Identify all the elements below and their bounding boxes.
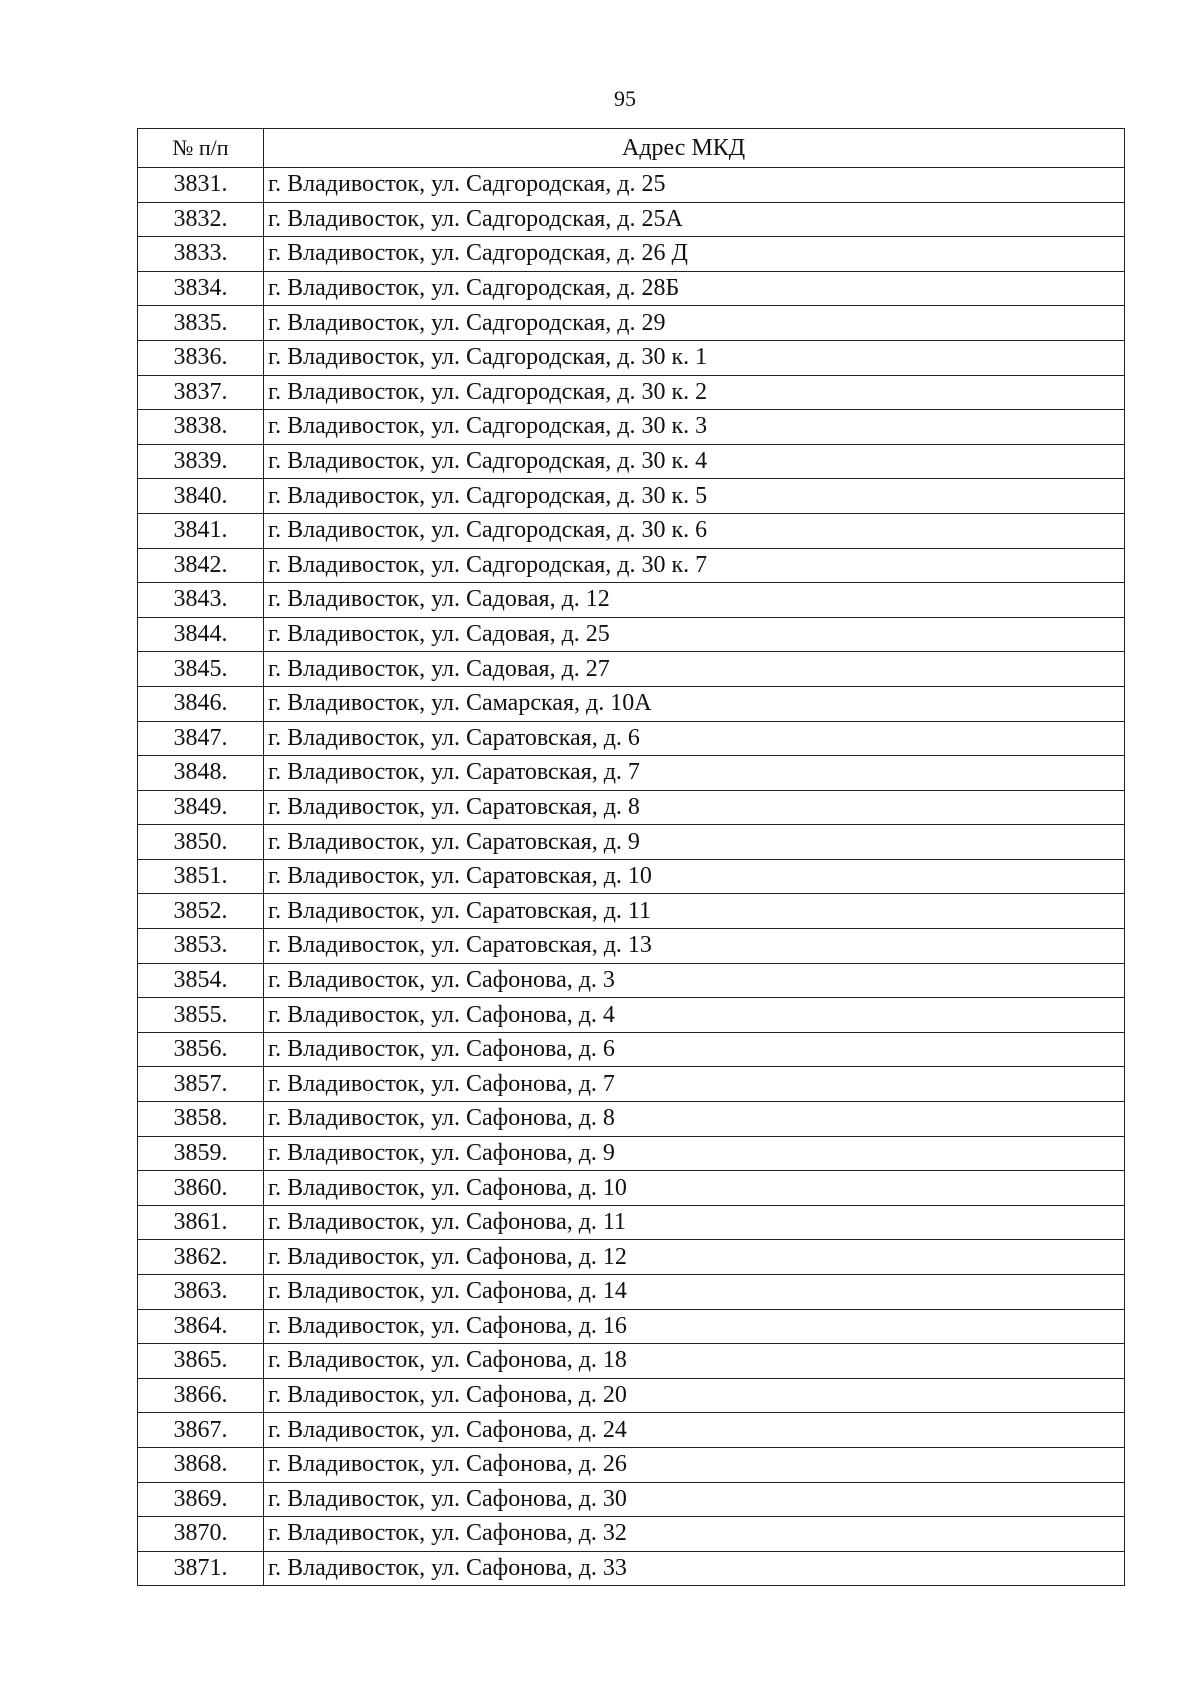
table-row	[138, 271, 1125, 306]
table-row	[138, 1482, 1125, 1517]
row-address: г. Владивосток, ул. Садгородская, д. 30 к. 1	[264, 340, 1125, 375]
table-row	[138, 1275, 1125, 1310]
row-address: г. Владивосток, ул. Сафонова, д. 14	[264, 1275, 1125, 1310]
table-row	[138, 168, 1125, 203]
row-number: 3839.	[138, 444, 264, 479]
row-number: 3842.	[138, 548, 264, 583]
row-number: 3865.	[138, 1344, 264, 1379]
row-address: г. Владивосток, ул. Сафонова, д. 30	[264, 1482, 1125, 1517]
table-row	[138, 237, 1125, 272]
row-address: г. Владивосток, ул. Сафонова, д. 33	[264, 1551, 1125, 1586]
row-address: г. Владивосток, ул. Сафонова, д. 9	[264, 1136, 1125, 1171]
row-address: г. Владивосток, ул. Садгородская, д. 25А	[264, 202, 1125, 237]
row-address: г. Владивосток, ул. Саратовская, д. 7	[264, 756, 1125, 791]
row-number: 3870.	[138, 1517, 264, 1552]
row-number: 3834.	[138, 271, 264, 306]
row-address: г. Владивосток, ул. Саратовская, д. 9	[264, 825, 1125, 860]
row-address: г. Владивосток, ул. Сафонова, д. 16	[264, 1309, 1125, 1344]
row-number: 3844.	[138, 617, 264, 652]
row-number: 3836.	[138, 340, 264, 375]
row-number: 3838.	[138, 410, 264, 445]
table-header-row	[138, 129, 1125, 168]
table-row	[138, 1205, 1125, 1240]
row-address: г. Владивосток, ул. Сафонова, д. 8	[264, 1102, 1125, 1137]
row-address: г. Владивосток, ул. Садгородская, д. 30 к. 4	[264, 444, 1125, 479]
row-number: 3859.	[138, 1136, 264, 1171]
row-address: г. Владивосток, ул. Сафонова, д. 24	[264, 1413, 1125, 1448]
table-row	[138, 548, 1125, 583]
table-row	[138, 1136, 1125, 1171]
row-number: 3864.	[138, 1309, 264, 1344]
table-row	[138, 1517, 1125, 1552]
row-address: г. Владивосток, ул. Сафонова, д. 3	[264, 963, 1125, 998]
table-row	[138, 1378, 1125, 1413]
header-address: Адрес МКД	[264, 129, 1125, 168]
row-address: г. Владивосток, ул. Саратовская, д. 10	[264, 859, 1125, 894]
row-number: 3840.	[138, 479, 264, 514]
table-row	[138, 1551, 1125, 1586]
row-address: г. Владивосток, ул. Сафонова, д. 20	[264, 1378, 1125, 1413]
row-number: 3853.	[138, 929, 264, 964]
row-number: 3846.	[138, 686, 264, 721]
table-row	[138, 686, 1125, 721]
row-number: 3860.	[138, 1171, 264, 1206]
row-number: 3832.	[138, 202, 264, 237]
row-number: 3868.	[138, 1447, 264, 1482]
row-address: г. Владивосток, ул. Садгородская, д. 26 Д	[264, 237, 1125, 272]
table-row	[138, 617, 1125, 652]
row-number: 3848.	[138, 756, 264, 791]
table-row	[138, 721, 1125, 756]
row-address: г. Владивосток, ул. Саратовская, д. 8	[264, 790, 1125, 825]
row-number: 3849.	[138, 790, 264, 825]
table-body	[138, 168, 1125, 1586]
table-row	[138, 1447, 1125, 1482]
row-number: 3843.	[138, 583, 264, 618]
table-row	[138, 444, 1125, 479]
table-row	[138, 306, 1125, 341]
row-number: 3871.	[138, 1551, 264, 1586]
row-address: г. Владивосток, ул. Садовая, д. 12	[264, 583, 1125, 618]
row-address: г. Владивосток, ул. Самарская, д. 10А	[264, 686, 1125, 721]
page-number: 95	[614, 86, 636, 111]
table-row	[138, 1171, 1125, 1206]
row-number: 3858.	[138, 1102, 264, 1137]
row-address: г. Владивосток, ул. Садгородская, д. 30 к. 3	[264, 410, 1125, 445]
table-row	[138, 1032, 1125, 1067]
row-address: г. Владивосток, ул. Сафонова, д. 6	[264, 1032, 1125, 1067]
row-number: 3837.	[138, 375, 264, 410]
table-row	[138, 375, 1125, 410]
table-row	[138, 1309, 1125, 1344]
row-number: 3863.	[138, 1275, 264, 1310]
row-number: 3845.	[138, 652, 264, 687]
table-row	[138, 1240, 1125, 1275]
address-table	[137, 128, 1125, 1586]
table-row	[138, 202, 1125, 237]
table-row	[138, 513, 1125, 548]
row-address: г. Владивосток, ул. Саратовская, д. 6	[264, 721, 1125, 756]
row-number: 3851.	[138, 859, 264, 894]
table-row	[138, 652, 1125, 687]
table-row	[138, 998, 1125, 1033]
row-address: г. Владивосток, ул. Сафонова, д. 18	[264, 1344, 1125, 1379]
row-number: 3841.	[138, 513, 264, 548]
row-address: г. Владивосток, ул. Сафонова, д. 7	[264, 1067, 1125, 1102]
table-row	[138, 583, 1125, 618]
row-number: 3867.	[138, 1413, 264, 1448]
row-number: 3869.	[138, 1482, 264, 1517]
table-row	[138, 479, 1125, 514]
table-row	[138, 929, 1125, 964]
table-row	[138, 410, 1125, 445]
table-row	[138, 825, 1125, 860]
row-address: г. Владивосток, ул. Сафонова, д. 4	[264, 998, 1125, 1033]
table-row	[138, 1067, 1125, 1102]
row-number: 3856.	[138, 1032, 264, 1067]
row-address: г. Владивосток, ул. Садовая, д. 25	[264, 617, 1125, 652]
table-row	[138, 894, 1125, 929]
table-row	[138, 963, 1125, 998]
row-number: 3850.	[138, 825, 264, 860]
row-address: г. Владивосток, ул. Саратовская, д. 11	[264, 894, 1125, 929]
row-number: 3866.	[138, 1378, 264, 1413]
row-address: г. Владивосток, ул. Сафонова, д. 32	[264, 1517, 1125, 1552]
row-address: г. Владивосток, ул. Садовая, д. 27	[264, 652, 1125, 687]
row-number: 3857.	[138, 1067, 264, 1102]
row-number: 3862.	[138, 1240, 264, 1275]
table-row	[138, 756, 1125, 791]
row-number: 3852.	[138, 894, 264, 929]
row-address: г. Владивосток, ул. Садгородская, д. 30 к. 5	[264, 479, 1125, 514]
row-number: 3847.	[138, 721, 264, 756]
row-number: 3831.	[138, 168, 264, 203]
row-address: г. Владивосток, ул. Садгородская, д. 29	[264, 306, 1125, 341]
table-row	[138, 790, 1125, 825]
row-address: г. Владивосток, ул. Садгородская, д. 30 к. 2	[264, 375, 1125, 410]
row-number: 3854.	[138, 963, 264, 998]
table-row	[138, 859, 1125, 894]
row-address: г. Владивосток, ул. Садгородская, д. 30 к. 6	[264, 513, 1125, 548]
row-number: 3833.	[138, 237, 264, 272]
row-address: г. Владивосток, ул. Сафонова, д. 11	[264, 1205, 1125, 1240]
row-address: г. Владивосток, ул. Сафонова, д. 12	[264, 1240, 1125, 1275]
row-address: г. Владивосток, ул. Сафонова, д. 10	[264, 1171, 1125, 1206]
table-row	[138, 1344, 1125, 1379]
row-number: 3861.	[138, 1205, 264, 1240]
row-number: 3855.	[138, 998, 264, 1033]
table-row	[138, 1413, 1125, 1448]
row-address: г. Владивосток, ул. Садгородская, д. 25	[264, 168, 1125, 203]
table-row	[138, 1102, 1125, 1137]
row-number: 3835.	[138, 306, 264, 341]
table-row	[138, 340, 1125, 375]
header-number: № п/п	[138, 129, 264, 168]
row-address: г. Владивосток, ул. Саратовская, д. 13	[264, 929, 1125, 964]
row-address: г. Владивосток, ул. Садгородская, д. 28Б	[264, 271, 1125, 306]
row-address: г. Владивосток, ул. Сафонова, д. 26	[264, 1447, 1125, 1482]
row-address: г. Владивосток, ул. Садгородская, д. 30 к. 7	[264, 548, 1125, 583]
